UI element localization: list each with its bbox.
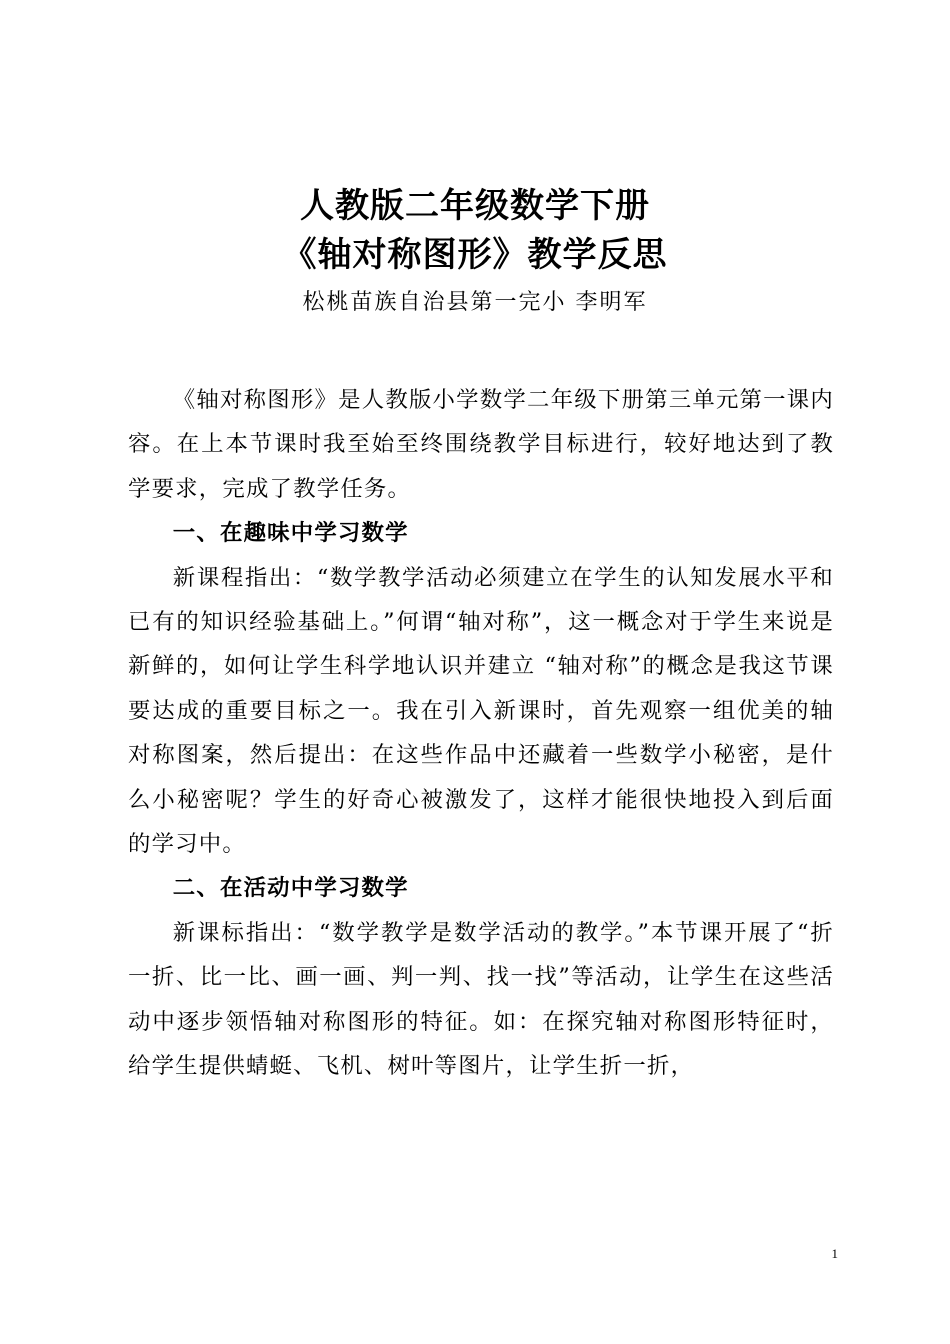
section-1-paragraph: 新课程指出：“数学教学活动必须建立在学生的认知发展水平和已有的知识经验基础上。”何谓“轴对称”，这一概念对于学生来说是新鲜的，如何让学生科学地认识并建立 “轴对称”的概念是我这节课要达成的重要目标之一。我在引入新课时，首先观察一组优美的轴对称图案，然后提出：在这些作品中还藏着一些数学小秘密，是什么小秘密呢？学生的好奇心被激发了，这样才能很快地投入到后面的学习中。	[128, 564, 834, 858]
document-body	[128, 378, 834, 1089]
section-heading-1: 一、在趣味中学习数学	[172, 520, 409, 547]
author-line: 松桃苗族自治县第一完小 李明军	[302, 290, 648, 315]
intro-paragraph: 《轴对称图形》是人教版小学数学二年级下册第三单元第一课内容。在上本节课时我至始至终围绕教学目标进行，较好地达到了教学要求，完成了教学任务。	[128, 387, 834, 502]
document-title-line1: 人教版二年级数学下册	[300, 186, 650, 226]
section-2-paragraph: 新课标指出：“数学教学是数学活动的教学。”本节课开展了“折一折、比一比、画一画、判一判、找一找”等活动，让学生在这些活动中逐步领悟轴对称图形的特征。如：在探究轴对称图形特征时，给学生提供蜻蜓、飞机、树叶等图片，让学生折一折，	[128, 919, 834, 1080]
section-heading-2: 二、在活动中学习数学	[172, 875, 409, 902]
page-number: 1	[831, 1246, 838, 1261]
document-title-line2: 《轴对称图形》教学反思	[282, 235, 668, 275]
